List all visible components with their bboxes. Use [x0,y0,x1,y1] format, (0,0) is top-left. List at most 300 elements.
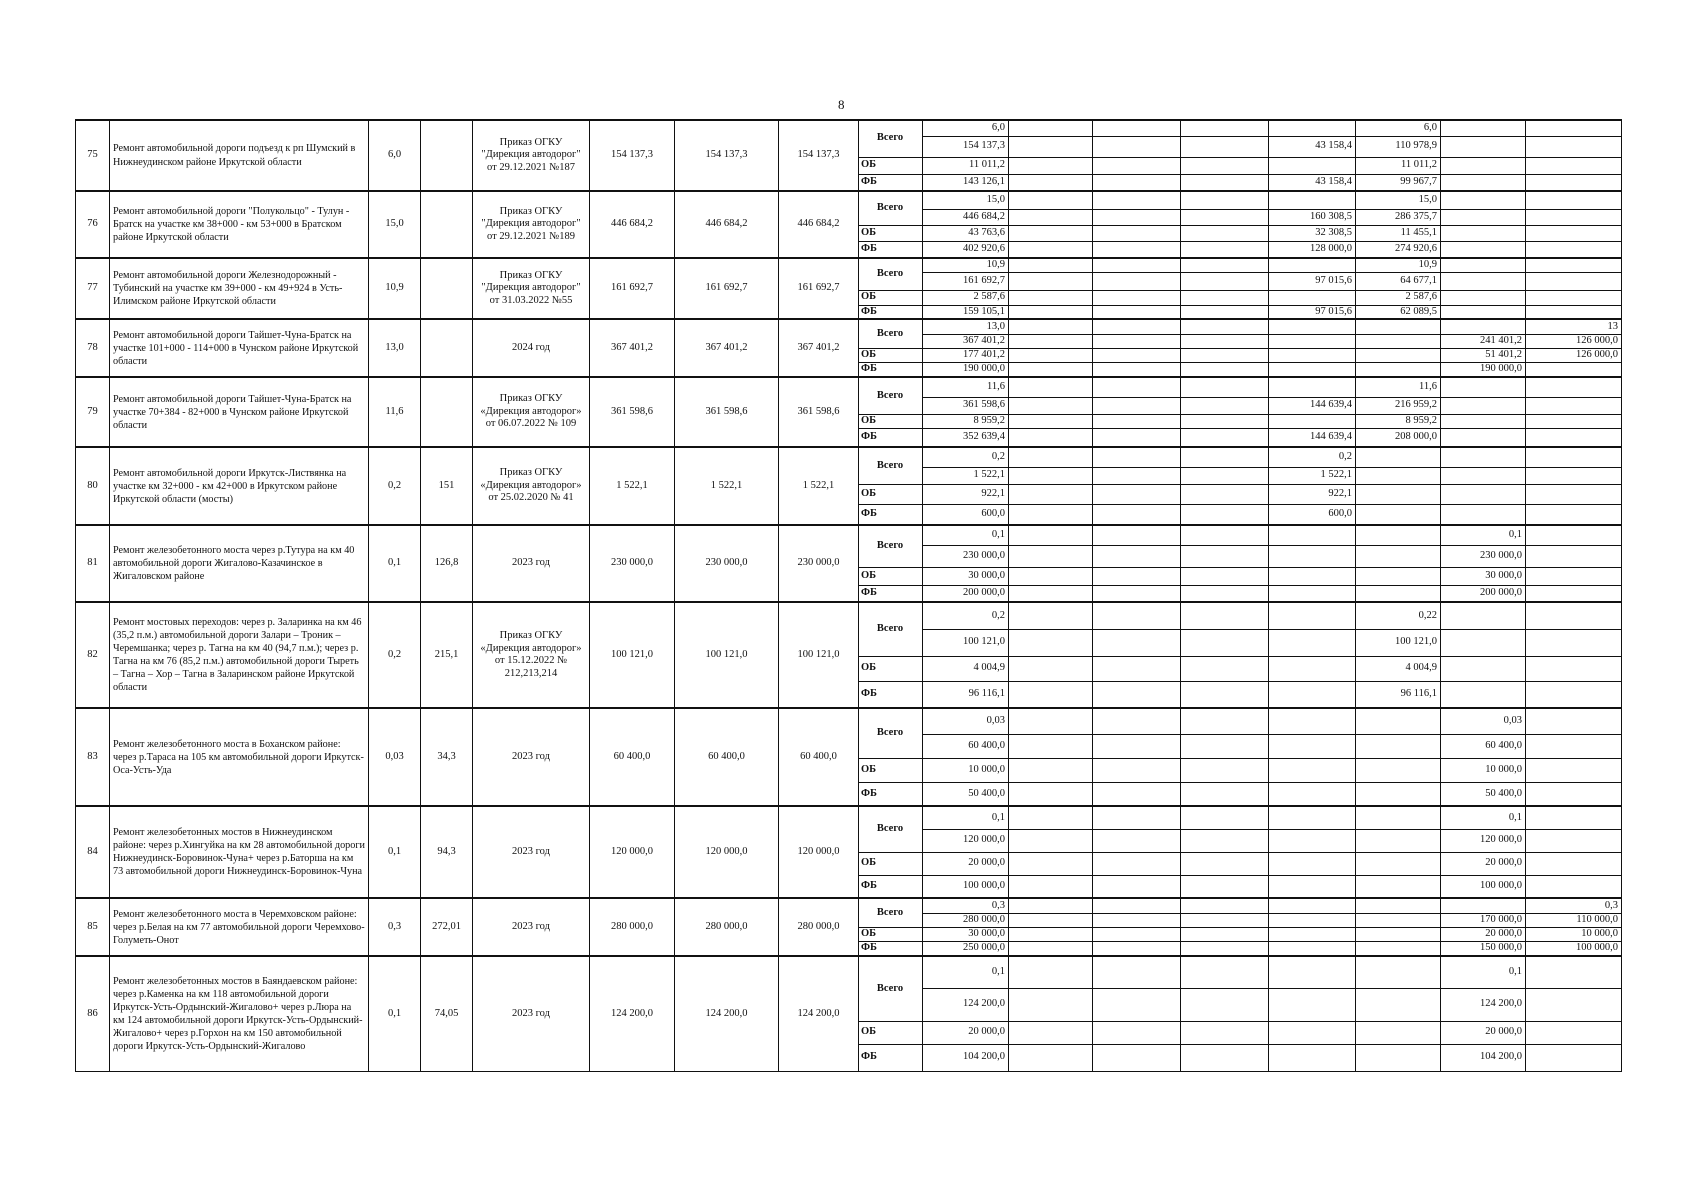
funding-type: Всего [859,377,923,414]
cost-estimate: 280 000,0 [590,898,675,956]
amount-year-cell [1356,545,1441,567]
funding-type: ОБ [859,656,923,681]
basis-document: Приказ ОГКУ «Дирекция автодорог» от 06.07.2022 № 109 [473,377,590,447]
amount-total: 159 105,1 [923,305,1009,319]
amount-year-cell [1093,414,1181,428]
amount-year-cell [1181,209,1269,225]
amount-year-cell [1526,397,1622,414]
length-km: 0,1 [369,956,421,1071]
length-km: 10,9 [369,258,421,319]
amount-year-cell [1181,191,1269,209]
amount-year-cell [1009,681,1093,708]
amount-year-cell [1526,174,1622,191]
amount-year-cell [1093,241,1181,258]
amount-total: 20 000,0 [923,1021,1009,1044]
table-row [76,319,1622,334]
cost-total: 280 000,0 [675,898,779,956]
amount-year-cell [1009,629,1093,656]
amount-year-cell [1526,447,1622,467]
bridge-length: 74,05 [421,956,473,1071]
amount-year-cell [1269,191,1356,209]
amount-year-cell [1181,174,1269,191]
amount-year-cell: 10 000,0 [1441,758,1526,782]
cost-estimate: 361 598,6 [590,377,675,447]
amount-year-cell [1093,629,1181,656]
amount-year-cell [1269,629,1356,656]
amount-year-cell [1093,708,1181,734]
amount-year-cell [1009,567,1093,585]
amount-year-cell [1526,414,1622,428]
amount-year-cell [1009,585,1093,602]
amount-total: 13,0 [923,319,1009,334]
funding-type: Всего [859,191,923,225]
amount-year-cell [1093,602,1181,629]
amount-year-cell [1093,191,1181,209]
amount-year-cell: 144 639,4 [1269,428,1356,447]
cost-total: 446 684,2 [675,191,779,258]
amount-year-cell [1009,191,1093,209]
basis-document: 2023 год [473,806,590,898]
amount-year-cell [1526,1044,1622,1071]
amount-year-cell [1356,334,1441,348]
amount-total: 1 522,1 [923,467,1009,484]
amount-year-cell [1181,852,1269,875]
cost-remaining: 120 000,0 [779,806,859,898]
amount-year-cell [1181,290,1269,305]
amount-year-cell [1009,852,1093,875]
amount-year-cell: 600,0 [1269,504,1356,525]
basis-document: 2023 год [473,525,590,602]
amount-year-cell [1093,734,1181,758]
amount-year-cell [1009,225,1093,241]
amount-year-cell [1009,290,1093,305]
amount-year-cell [1181,484,1269,504]
amount-year-cell [1526,1021,1622,1044]
amount-year-cell [1093,319,1181,334]
row-number: 80 [76,447,110,525]
amount-year-cell [1356,1044,1441,1071]
amount-year-cell [1093,782,1181,806]
amount-year-cell [1181,567,1269,585]
amount-year-cell: 230 000,0 [1441,545,1526,567]
amount-total: 352 639,4 [923,428,1009,447]
amount-year-cell [1356,447,1441,467]
amount-year-cell [1181,348,1269,362]
amount-year-cell [1009,241,1093,258]
amount-year-cell [1093,758,1181,782]
amount-year-cell [1356,829,1441,852]
amount-year-cell [1181,225,1269,241]
amount-year-cell [1009,875,1093,898]
table-row [76,525,1622,545]
amount-year-cell [1269,898,1356,913]
amount-year-cell [1009,988,1093,1021]
amount-year-cell: 4 004,9 [1356,656,1441,681]
amount-total: 10,9 [923,258,1009,272]
amount-year-cell [1093,941,1181,956]
amount-year-cell: 128 000,0 [1269,241,1356,258]
amount-year-cell [1093,305,1181,319]
program-table [75,119,1622,1072]
amount-year-cell [1269,988,1356,1021]
cost-total: 154 137,3 [675,120,779,191]
amount-year-cell [1181,629,1269,656]
amount-total: 0,1 [923,525,1009,545]
amount-year-cell [1181,504,1269,525]
amount-total: 104 200,0 [923,1044,1009,1071]
amount-year-cell [1093,397,1181,414]
table-row [76,258,1622,272]
object-name: Ремонт автомобильной дороги Иркутск-Листвянка на участке км 32+000 - км 42+000 в Иркутском районе Иркутской области (мосты) [110,447,369,525]
cost-estimate: 124 200,0 [590,956,675,1071]
cost-total: 124 200,0 [675,956,779,1071]
amount-year-cell [1441,157,1526,174]
amount-year-cell [1526,504,1622,525]
amount-year-cell: 97 015,6 [1269,272,1356,290]
amount-year-cell [1441,656,1526,681]
amount-year-cell: 11 455,1 [1356,225,1441,241]
amount-total: 124 200,0 [923,988,1009,1021]
cost-remaining: 1 522,1 [779,447,859,525]
cost-estimate: 1 522,1 [590,447,675,525]
amount-year-cell [1181,734,1269,758]
basis-document: 2023 год [473,956,590,1071]
amount-total: 0,1 [923,806,1009,829]
amount-year-cell [1526,241,1622,258]
amount-year-cell [1526,708,1622,734]
object-name: Ремонт автомобильной дороги Железнодорожный - Тубинский на участке км 39+000 - км 49+924 в Усть-Илимском районе Иркутской области [110,258,369,319]
amount-year-cell [1526,290,1622,305]
amount-year-cell [1441,898,1526,913]
amount-year-cell [1269,545,1356,567]
amount-year-cell [1526,585,1622,602]
amount-year-cell [1093,1044,1181,1071]
amount-year-cell [1526,545,1622,567]
amount-year-cell [1269,377,1356,397]
amount-total: 20 000,0 [923,852,1009,875]
amount-year-cell [1356,852,1441,875]
amount-total: 11,6 [923,377,1009,397]
amount-year-cell [1181,681,1269,708]
length-km: 0,3 [369,898,421,956]
amount-year-cell: 99 967,7 [1356,174,1441,191]
cost-estimate: 100 121,0 [590,602,675,708]
amount-year-cell [1269,758,1356,782]
amount-year-cell [1441,602,1526,629]
amount-year-cell [1269,782,1356,806]
amount-year-cell [1093,504,1181,525]
amount-year-cell [1093,484,1181,504]
amount-year-cell [1181,708,1269,734]
amount-year-cell: 64 677,1 [1356,272,1441,290]
amount-year-cell: 104 200,0 [1441,1044,1526,1071]
funding-type: ФБ [859,941,923,956]
cost-estimate: 446 684,2 [590,191,675,258]
amount-year-cell [1526,681,1622,708]
amount-year-cell [1441,377,1526,397]
basis-document: Приказ ОГКУ «Дирекция автодорог» от 25.02.2020 № 41 [473,447,590,525]
cost-total: 1 522,1 [675,447,779,525]
table-row [76,956,1622,988]
table-row [76,447,1622,467]
funding-type: Всего [859,447,923,484]
amount-total: 43 763,6 [923,225,1009,241]
amount-year-cell [1526,806,1622,829]
cost-remaining: 280 000,0 [779,898,859,956]
amount-year-cell [1441,504,1526,525]
amount-year-cell: 126 000,0 [1526,348,1622,362]
amount-year-cell [1269,258,1356,272]
amount-total: 250 000,0 [923,941,1009,956]
amount-year-cell [1269,319,1356,334]
amount-year-cell [1356,1021,1441,1044]
length-km: 0,1 [369,525,421,602]
amount-year-cell [1181,585,1269,602]
amount-year-cell: 124 200,0 [1441,988,1526,1021]
bridge-length: 272,01 [421,898,473,956]
funding-type: ОБ [859,225,923,241]
amount-total: 200 000,0 [923,585,1009,602]
amount-year-cell [1526,758,1622,782]
funding-type: ФБ [859,428,923,447]
amount-year-cell [1009,428,1093,447]
amount-year-cell: 43 158,4 [1269,136,1356,157]
amount-year-cell [1356,567,1441,585]
cost-total: 120 000,0 [675,806,779,898]
amount-total: 15,0 [923,191,1009,209]
amount-year-cell [1093,258,1181,272]
amount-year-cell [1356,941,1441,956]
amount-year-cell [1093,1021,1181,1044]
amount-year-cell [1526,191,1622,209]
funding-type: ОБ [859,1021,923,1044]
amount-year-cell [1009,467,1093,484]
amount-year-cell [1441,467,1526,484]
amount-year-cell [1356,956,1441,988]
funding-type: ФБ [859,875,923,898]
amount-year-cell [1009,545,1093,567]
amount-year-cell [1526,362,1622,377]
amount-total: 367 401,2 [923,334,1009,348]
amount-year-cell: 100 000,0 [1526,941,1622,956]
amount-year-cell: 10 000,0 [1526,927,1622,941]
amount-year-cell [1009,174,1093,191]
amount-year-cell: 0,1 [1441,806,1526,829]
amount-year-cell: 0,2 [1269,447,1356,467]
amount-year-cell: 20 000,0 [1441,1021,1526,1044]
amount-year-cell [1356,806,1441,829]
cost-estimate: 154 137,3 [590,120,675,191]
row-number: 82 [76,602,110,708]
amount-year-cell [1269,656,1356,681]
amount-year-cell: 110 978,9 [1356,136,1441,157]
amount-year-cell: 0,3 [1526,898,1622,913]
amount-year-cell [1009,348,1093,362]
basis-document: 2023 год [473,708,590,806]
object-name: Ремонт железобетонного моста в Черемховском районе: через р.Белая на км 77 автомобильной дороги Черемхово-Голуметь-Онот [110,898,369,956]
amount-year-cell [1526,136,1622,157]
amount-year-cell [1526,629,1622,656]
amount-year-cell: 0,1 [1441,525,1526,545]
amount-year-cell [1269,681,1356,708]
amount-year-cell [1269,602,1356,629]
amount-year-cell [1009,136,1093,157]
amount-total: 60 400,0 [923,734,1009,758]
funding-type: ОБ [859,567,923,585]
amount-year-cell [1181,414,1269,428]
amount-year-cell: 60 400,0 [1441,734,1526,758]
amount-year-cell [1181,136,1269,157]
amount-year-cell [1181,927,1269,941]
amount-total: 0,3 [923,898,1009,913]
amount-year-cell [1009,602,1093,629]
amount-year-cell [1093,174,1181,191]
amount-year-cell [1009,319,1093,334]
amount-year-cell [1009,157,1093,174]
amount-year-cell [1181,545,1269,567]
amount-year-cell: 286 375,7 [1356,209,1441,225]
basis-document: 2023 год [473,898,590,956]
bridge-length [421,191,473,258]
amount-year-cell [1356,319,1441,334]
amount-year-cell [1093,927,1181,941]
funding-type: ФБ [859,174,923,191]
amount-total: 922,1 [923,484,1009,504]
amount-year-cell [1181,467,1269,484]
amount-year-cell [1441,681,1526,708]
amount-year-cell: 274 920,6 [1356,241,1441,258]
amount-year-cell [1093,567,1181,585]
cost-remaining: 100 121,0 [779,602,859,708]
amount-year-cell [1526,225,1622,241]
object-name: Ремонт мостовых переходов: через р. Заларинка на км 46 (35,2 п.м.) автомобильной дороги Залари – Троник – Черемшанка; через р. Тагна на км 40 (94,7 п.м.); через р. Тагна на км 76 (85,2 п.м.) автомобильной дороги Тыреть – Тагна – Хор – Тагна в Заларинском районе Иркутской области [110,602,369,708]
table-row [76,191,1622,209]
amount-year-cell [1441,191,1526,209]
funding-type: ОБ [859,290,923,305]
amount-year-cell [1356,927,1441,941]
table-row [76,120,1622,136]
amount-year-cell [1009,1021,1093,1044]
length-km: 11,6 [369,377,421,447]
amount-year-cell [1093,585,1181,602]
bridge-length [421,258,473,319]
cost-total: 367 401,2 [675,319,779,377]
bridge-length [421,377,473,447]
funding-type: ФБ [859,362,923,377]
amount-year-cell [1181,241,1269,258]
amount-year-cell: 0,03 [1441,708,1526,734]
amount-year-cell: 15,0 [1356,191,1441,209]
amount-year-cell [1441,136,1526,157]
amount-year-cell: 241 401,2 [1441,334,1526,348]
bridge-length [421,319,473,377]
amount-year-cell [1093,898,1181,913]
cost-total: 230 000,0 [675,525,779,602]
cost-total: 100 121,0 [675,602,779,708]
amount-year-cell [1269,120,1356,136]
amount-year-cell [1009,898,1093,913]
amount-total: 30 000,0 [923,567,1009,585]
cost-estimate: 161 692,7 [590,258,675,319]
amount-year-cell [1181,806,1269,829]
amount-year-cell [1093,334,1181,348]
amount-year-cell [1269,734,1356,758]
amount-year-cell [1009,956,1093,988]
amount-year-cell [1526,428,1622,447]
amount-year-cell: 43 158,4 [1269,174,1356,191]
amount-year-cell [1181,829,1269,852]
cost-remaining: 367 401,2 [779,319,859,377]
amount-year-cell [1181,898,1269,913]
funding-type: Всего [859,258,923,290]
amount-year-cell [1441,241,1526,258]
length-km: 0,2 [369,447,421,525]
amount-year-cell [1356,875,1441,898]
length-km: 13,0 [369,319,421,377]
amount-year-cell [1526,272,1622,290]
amount-year-cell: 120 000,0 [1441,829,1526,852]
amount-year-cell [1181,428,1269,447]
funding-type: ФБ [859,585,923,602]
amount-year-cell [1269,157,1356,174]
funding-type: Всего [859,120,923,157]
amount-year-cell [1356,362,1441,377]
amount-total: 0,03 [923,708,1009,734]
row-number: 85 [76,898,110,956]
table-row [76,806,1622,829]
funding-type: ОБ [859,852,923,875]
cost-estimate: 230 000,0 [590,525,675,602]
amount-year-cell [1009,334,1093,348]
amount-year-cell: 100 000,0 [1441,875,1526,898]
amount-total: 280 000,0 [923,913,1009,927]
amount-year-cell [1009,414,1093,428]
row-number: 78 [76,319,110,377]
amount-year-cell [1441,414,1526,428]
amount-year-cell [1269,829,1356,852]
amount-total: 143 126,1 [923,174,1009,191]
cost-remaining: 361 598,6 [779,377,859,447]
amount-year-cell [1181,913,1269,927]
amount-year-cell [1269,334,1356,348]
amount-year-cell [1009,120,1093,136]
amount-year-cell: 11,6 [1356,377,1441,397]
object-name: Ремонт железобетонных мостов в Нижнеудинском районе: через р.Хингуйка на км 28 автомобильной дороги Нижнеудинск-Боровинок-Чуна+ через р.Баторша на км 73 автомобильной дороги Нижнеудинск-Боровинок-Чуна [110,806,369,898]
amount-year-cell [1009,525,1093,545]
amount-year-cell: 6,0 [1356,120,1441,136]
amount-year-cell: 150 000,0 [1441,941,1526,956]
amount-year-cell [1181,397,1269,414]
table-row [76,377,1622,397]
cost-remaining: 230 000,0 [779,525,859,602]
funding-type: ОБ [859,157,923,174]
amount-total: 161 692,7 [923,272,1009,290]
amount-year-cell [1009,1044,1093,1071]
row-number: 75 [76,120,110,191]
amount-year-cell [1526,852,1622,875]
amount-year-cell: 160 308,5 [1269,209,1356,225]
amount-year-cell [1009,913,1093,927]
amount-year-cell: 30 000,0 [1441,567,1526,585]
amount-year-cell [1526,875,1622,898]
amount-year-cell [1093,362,1181,377]
amount-year-cell [1093,428,1181,447]
object-name: Ремонт автомобильной дороги Тайшет-Чуна-Братск на участке 101+000 - 114+000 в Чунском районе Иркутской области [110,319,369,377]
table-row [76,708,1622,734]
amount-year-cell [1441,174,1526,191]
amount-year-cell [1526,377,1622,397]
cost-total: 60 400,0 [675,708,779,806]
